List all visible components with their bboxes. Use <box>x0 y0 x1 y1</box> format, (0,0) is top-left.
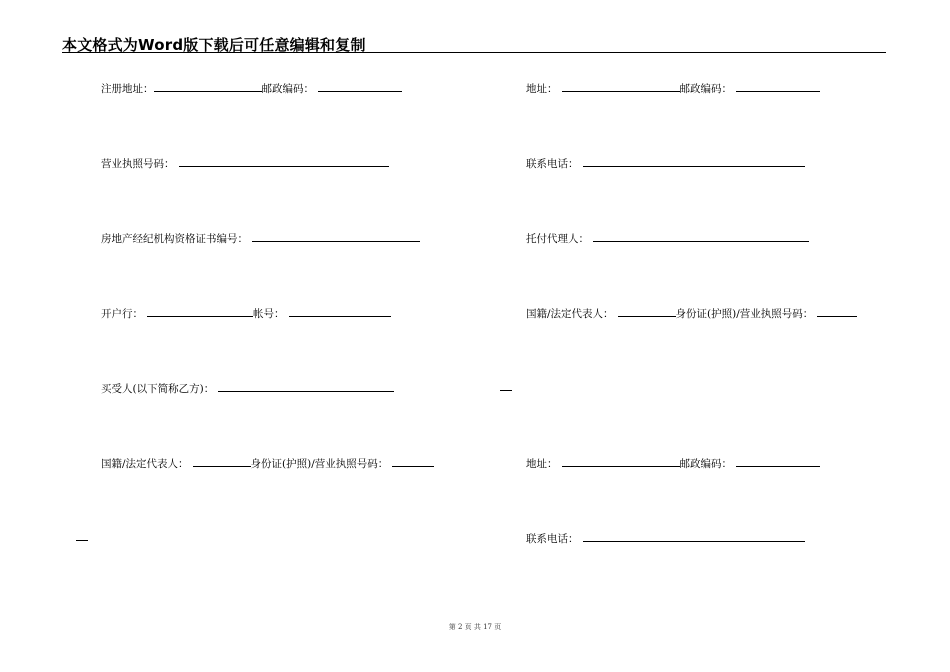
right-postcode2-blank[interactable] <box>736 455 820 467</box>
header-rule <box>62 52 886 53</box>
bank-row <box>101 305 391 321</box>
reg-address-label: 注册地址： <box>101 83 154 95</box>
license-blank[interactable] <box>179 155 389 167</box>
bank-label: 开户行： <box>101 308 143 320</box>
cert-label: 房地产经纪机构资格证书编号： <box>101 233 248 245</box>
agent-row <box>526 230 809 246</box>
license-row <box>101 155 389 171</box>
cert-blank[interactable] <box>252 230 420 242</box>
cert-row <box>101 230 420 246</box>
agent-label: 托付代理人： <box>526 233 589 245</box>
right-id-label: 身份证(护照)/营业执照号码： <box>675 308 814 320</box>
right-phone2-blank[interactable] <box>583 530 805 542</box>
left-postcode-blank[interactable] <box>318 80 402 92</box>
page-number: 第 2 页 共 17 页 <box>448 623 502 631</box>
right-phone2-label: 联系电话： <box>526 533 579 545</box>
left-nationality-blank[interactable] <box>193 455 251 467</box>
right-address-label: 地址： <box>526 83 558 95</box>
left-nationality-row <box>101 455 434 471</box>
stray-underline-mid <box>500 390 512 391</box>
buyer-label: 买受人(以下简称乙方)： <box>101 383 215 395</box>
right-phone2-row <box>526 530 805 546</box>
right-address2-blank[interactable] <box>562 455 680 467</box>
account-blank[interactable] <box>289 305 391 317</box>
left-id-label: 身份证(护照)/营业执照号码： <box>250 458 389 470</box>
left-nationality-label: 国籍/法定代表人： <box>101 458 189 470</box>
bank-blank[interactable] <box>147 305 253 317</box>
right-address2-label: 地址： <box>526 458 558 470</box>
right-nationality-label: 国籍/法定代表人： <box>526 308 614 320</box>
agent-blank[interactable] <box>593 230 809 242</box>
document-header-title: 本文格式为Word版下载后可任意编辑和复制 <box>62 36 366 54</box>
right-postcode-label: 邮政编码： <box>679 83 732 95</box>
left-id-blank[interactable] <box>392 455 434 467</box>
right-nationality-blank[interactable] <box>618 305 676 317</box>
reg-address-blank[interactable] <box>154 80 262 92</box>
right-phone-row <box>526 155 805 171</box>
left-postcode-label: 邮政编码： <box>261 83 314 95</box>
buyer-blank[interactable] <box>218 380 394 392</box>
right-id-blank[interactable] <box>817 305 857 317</box>
right-address-row <box>526 80 820 96</box>
right-postcode-blank[interactable] <box>736 80 820 92</box>
buyer-row <box>101 380 394 396</box>
account-label: 帐号： <box>253 308 285 320</box>
license-label: 营业执照号码： <box>101 158 175 170</box>
right-nationality-row <box>526 305 857 321</box>
right-address2-row <box>526 455 820 471</box>
stray-underline-left <box>76 540 88 541</box>
reg-address-row <box>101 80 402 96</box>
right-phone-blank[interactable] <box>583 155 805 167</box>
right-phone-label: 联系电话： <box>526 158 579 170</box>
right-postcode2-label: 邮政编码： <box>679 458 732 470</box>
right-address-blank[interactable] <box>562 80 680 92</box>
